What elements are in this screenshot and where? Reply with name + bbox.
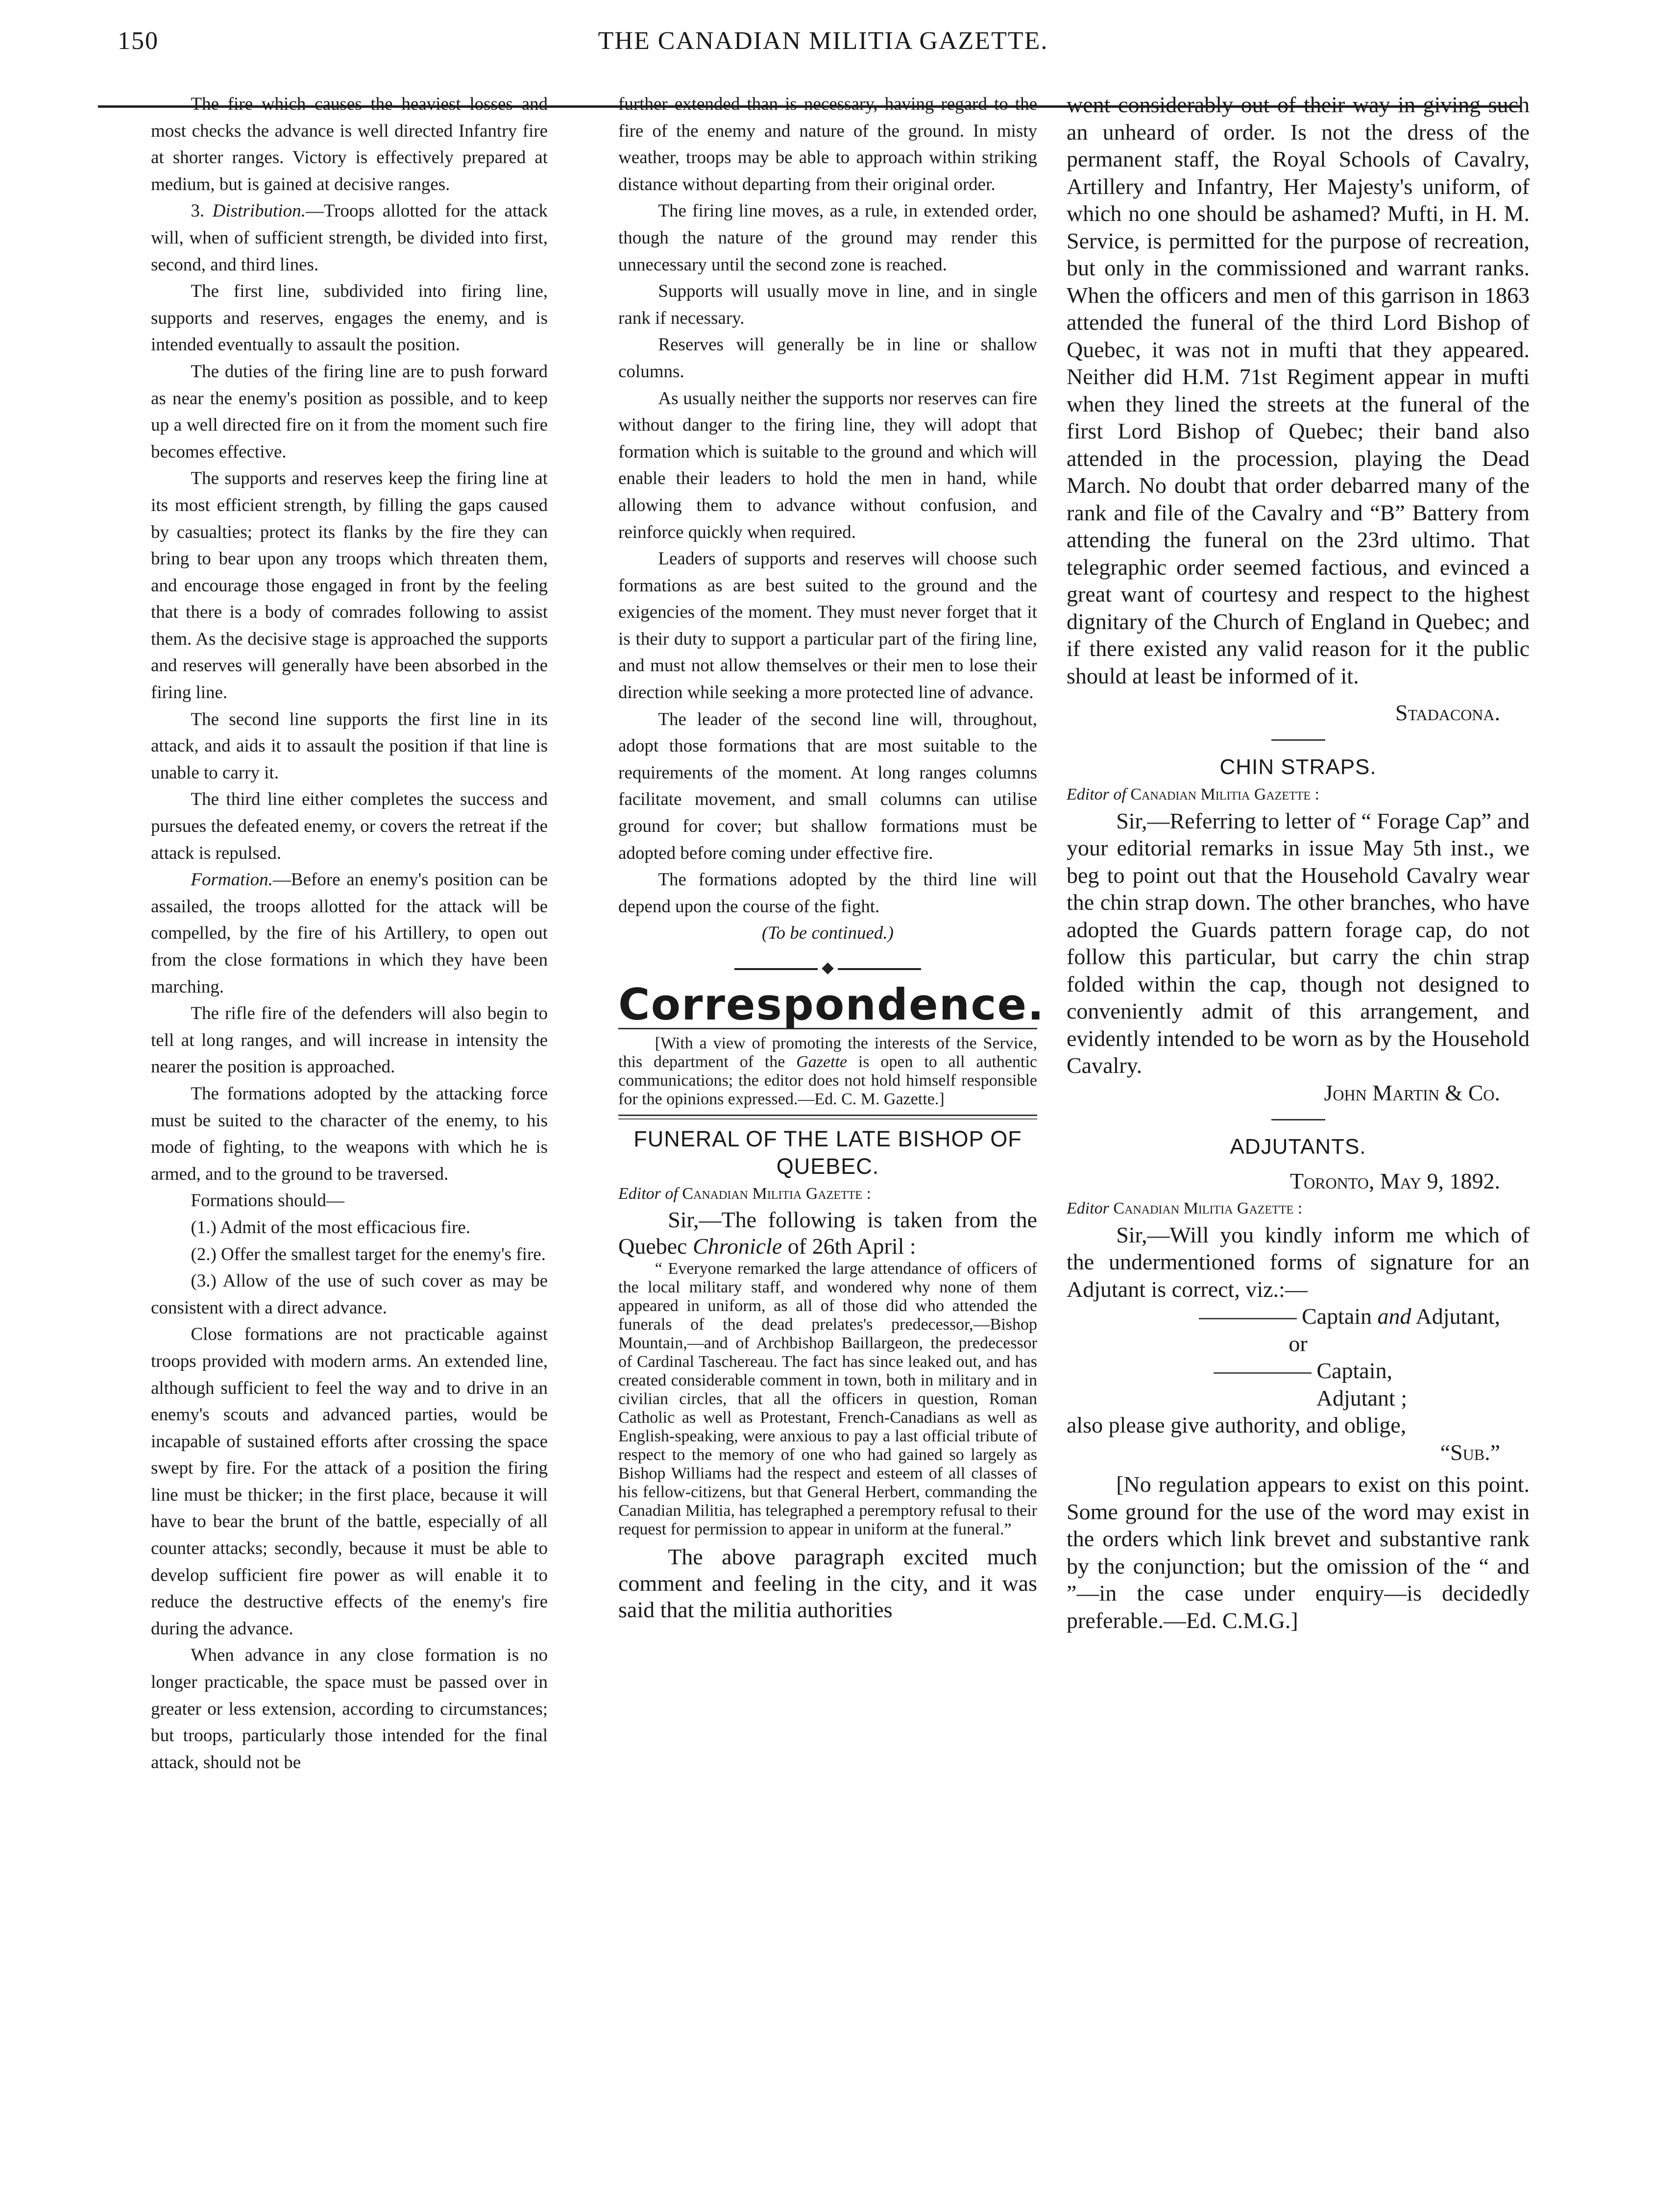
paragraph: Supports will usually move in line, and in single rank if necessary. [618, 281, 1037, 328]
list-item: (3.) Allow of the use of such cover as may be consistent with a direct advance. [151, 1271, 548, 1318]
paragraph: The leader of the second line will, throughout, adopt those formations that are most suitable to the requirements of the moment. At long ranges columns facilitate movement, and small columns can utilise ground for cover; but shallow formations must be adopted before coming under effective fire. [618, 709, 1037, 863]
gazette-name: Canadian Militia Gazette : [682, 1185, 871, 1203]
paragraph: The firing line moves, as a rule, in extended order, though the nature of the ground may render this unnecessary until the second zone is reached. [618, 201, 1037, 275]
article-title: ADJUTANTS. [1230, 1135, 1366, 1159]
list-item: (1.) Admit of the most efficacious fire. [191, 1217, 470, 1238]
paragraph: When advance in any close formation is no longer practicable, the space must be passed over in greater or less extension, according to circumstances; but troops, particularly those intended for the final attack, should not be [151, 1645, 548, 1773]
signature: “Sub.” [1440, 1439, 1500, 1465]
publication-title: THE CANADIAN MILITIA GAZETTE. [598, 27, 1048, 55]
column-middle [618, 91, 1045, 1623]
letter-intro [618, 1207, 1037, 1260]
paragraph-formation: Formation.—Before an enemy's position can be assailed, the troops allotted for the attack will be compelled, by the fire of his Artillery, to open out from the close formations in which they have been marching. [151, 870, 548, 997]
article-title: CHIN STRAPS. [1219, 754, 1377, 779]
editor-line [1067, 784, 1530, 805]
blank-line [1214, 1372, 1312, 1374]
ornament-divider: ◆ [618, 954, 1037, 981]
form-text: Captain [1301, 1304, 1378, 1329]
disclaimer-text-end: is open to all authentic communications; the editor does not hold himself responsible for the opinions expressed.—Ed. C. M. Gazette.] [618, 1053, 1038, 1109]
editor-of: Editor of [618, 1185, 678, 1203]
paragraph: The fire which causes the heaviest losses and most checks the advance is well directed Infantry fire at shorter ranges. Victory is effectively prepared at medium, but is gained at decisive ranges. [151, 94, 548, 194]
paragraph: The above paragraph excited much comment and feeling in the city, and it was said that the militia authorities [618, 1544, 1037, 1623]
page-number: 150 [118, 27, 159, 55]
section-heading: Correspondence. [618, 979, 1045, 1030]
editor: Editor [1067, 1199, 1109, 1217]
form-text: Captain, [1316, 1358, 1392, 1383]
chronicle-name: Chronicle [692, 1234, 782, 1259]
signature: John Martin & Co. [1324, 1080, 1500, 1105]
column-left [151, 91, 548, 1776]
signature-form-1 [1067, 1303, 1500, 1330]
paragraph: The formations adopted by the attacking force must be suited to the character of the enemy, to his mode of fighting, to the weapons with which he is armed, and to the ground to be traversed. [151, 1083, 548, 1184]
section-number: 3. [191, 201, 205, 221]
run-in-heading: Formation. [191, 870, 273, 890]
paragraph: also please give authority, and oblige, [1067, 1412, 1407, 1437]
paragraph: The supports and reserves keep the firing line at its most efficient strength, by filling the gaps caused by casualties; protect its flanks by the fire they can bring to bear upon any troops which threaten them, and encourage those engaged in front by the feeling that there is a body of comrades following to assist them. As the decisive stage is approached the supports and reserves will generally have been absorbed in the firing line. [151, 468, 548, 703]
editor-line [618, 1183, 1037, 1205]
paragraph: Close formations are not practicable against troops provided with modern arms. An extended line, although sufficient to feel the way and to drive in an enemy's scouts and advanced parties, would be incapable of sustained efforts after crossing the space swept by fire. For the attack of a position the firing line must be thicker; in the first place, because it will have to bear the brunt of the battle, especially of all counter attacks; secondly, because it must be able to develop sufficient fire power as will enable it to reduce the destructive effects of the enemy's fire during the advance. [151, 1324, 548, 1639]
intro-text-end: of 26th April : [782, 1234, 916, 1259]
gazette-name: Canadian Militia Gazette : [1130, 785, 1319, 803]
signature: Stadacona. [1395, 700, 1500, 725]
paragraph: The duties of the firing line are to push forward as near the enemy's position as possible, and to keep up a well directed fire on it from the moment such fire becomes effective. [151, 361, 548, 462]
disclaimer [618, 1034, 1037, 1109]
paragraph: The third line either completes the success and pursues the defeated enemy, or covers the retreat if the attack is repulsed. [151, 789, 548, 863]
or-label: or [1289, 1331, 1308, 1356]
article-title: FUNERAL OF THE LATE BISHOP OF QUEBEC. [633, 1126, 1022, 1179]
form-and: and [1377, 1304, 1411, 1329]
paragraph-distribution: 3. Distribution.—Troops allotted for the attack will, when of sufficient strength, be divided into first, second, and third lines. [151, 201, 548, 275]
paragraph: went considerably out of their way in giving such an unheard of order. Is not the dress of the permanent staff, the Royal Schools of Cavalry, Artillery and Infantry, Her Majesty's uniform, of which no one should be ashamed? Mufti, in H. M. Service, is permitted for the purpose of recreation, but only in the commissioned and warrant ranks. When the officers and men of this garrison in 1863 attended the funeral of the third Lord Bishop of Quebec, it was not in mufti that they appeared. Neither did H.M. 71st Regiment appear in mufti when they lined the streets at the funeral of the first Lord Bishop of Quebec; their band also attended in the procession, playing the Dead March. No doubt that order debarred many of the rank and file of the Cavalry and “B” Battery from attending the funeral on the 23rd ultimo. That telegraphic order seemed factious, and evinced a great want of courtesy and respect to the highest dignitary of the Church of England in Quebec; and if there existed any valid reason for it the public should at least be informed of it. [1067, 92, 1530, 688]
signature-form-2 [1067, 1357, 1392, 1385]
list-item: (2.) Offer the smallest target for the enemy's fire. [191, 1244, 546, 1264]
paragraph: Sir,—Referring to letter of “ Forage Cap” and your editorial remarks in issue May 5th inst., we beg to point out that the Household Cavalry wear the chin strap down. The other branches, who have adopted the Guards pattern forage cap, do not follow this particular, but carry the chin strap folded within the cap, though not designed to conveniently admit of this arrangement, and evidently intended to be worn as by the Household Cavalry. [1067, 808, 1530, 1078]
paragraph: As usually neither the supports nor reserves can fire without danger to the firing line, they will adopt that formation which is suitable to the ground and which will enable their leaders to hold the men in hand, while allowing them to advance without confusion, and reinforce quickly when required. [618, 388, 1037, 542]
paragraph: Formations should— [191, 1191, 344, 1211]
divider [1271, 739, 1325, 741]
continued-note: (To be continued.) [762, 923, 894, 944]
dateline: Toronto, May 9, 1892. [1289, 1168, 1500, 1193]
quoted-passage: “ Everyone remarked the large attendance of officers of the local military staff, and wondered why none of them appeared in uniform, as all of those did who attended the funerals of the dead prelates's predecessor,—Bishop Mountain,—and of Archbishop Baillargeon, the predecessor of Cardinal Taschereau. The fact has since leaked out, and has created considerable comment in town, both in military and in civilian circles, that all the officers in question, Roman Catholic as well as Protestant, French-Canadians as well as English-speaking, were anxious to pay a last official tribute of respect to the memory of one who had gained so largely as Bishop Williams had the respect and esteem of all classes of his fellow-citizens, but that General Herbert, commanding the Canadian Militia, has telegraphed a peremptory refusal to their request for permission to appear in uniform at the funeral.” [618, 1260, 1037, 1539]
editorial-note: [No regulation appears to exist on this point. Some ground for the use of the word may exist in the orders which link brevet and substantive rank by the conjunction; but the omission of the “ and ”—in the case under enquiry—is decidedly preferable.—Ed. C.M.G.] [1067, 1472, 1530, 1633]
paragraph: Reserves will generally be in line or shallow columns. [618, 335, 1037, 382]
paragraph: The rifle fire of the defenders will also begin to tell at long ranges, and will increase in intensity the nearer the position is approached. [151, 1003, 548, 1077]
divider [1271, 1119, 1325, 1120]
paragraph: The first line, subdivided into firing line, supports and reserves, engages the enemy, and is intended eventually to assault the position. [151, 281, 548, 355]
signature-form-2-line-2: Adjutant ; [1316, 1385, 1407, 1410]
paragraph: further extended than is necessary, having regard to the fire of the enemy and nature of the ground. In misty weather, troops may be able to approach within striking distance without departing from their original order. [618, 94, 1037, 194]
paragraph: Sir,—Will you kindly inform me which of the undermentioned forms of signature for an Adjutant is correct, viz.:— [1067, 1222, 1530, 1302]
disclaimer-gazette: Gazette [796, 1053, 848, 1071]
column-right [1067, 91, 1530, 1634]
editor-of: Editor of [1067, 785, 1126, 803]
paragraph-text: Troops allotted for the attack will, when of sufficient strength, be divided into first, second, and third lines. [151, 201, 548, 275]
gazette-name: Canadian Militia Gazette : [1113, 1199, 1303, 1217]
form-text-end: Adjutant, [1411, 1304, 1500, 1329]
paragraph-text: Before an enemy's position can be assailed, the troops allotted for the attack will be compelled, by the fire of his Artillery, to open out from the close formations in which they have been marching. [151, 870, 548, 997]
paragraph: The second line supports the first line in its attack, and aids it to assault the position if that line is unable to carry it. [151, 709, 548, 783]
blank-line [1199, 1318, 1297, 1319]
masthead [98, 20, 1519, 59]
disclaimer-text: [With a view of promoting the interests of the Service, this department of the [618, 1034, 1037, 1071]
paragraph: Leaders of supports and reserves will choose such formations as are best suited to the ground and the exigencies of the moment. They must never forget that it is their duty to support a particular part of the firing line, and must not allow themselves or their men to lose their direction while seeking a more protected line of advance. [618, 549, 1037, 703]
double-divider [618, 1115, 1037, 1119]
paragraph: The formations adopted by the third line will depend upon the course of the fight. [618, 870, 1037, 917]
run-in-heading: Distribution. [212, 201, 306, 221]
editor-line [1067, 1198, 1530, 1219]
intro-text: Sir,—The following is taken from the Quebec [618, 1207, 1037, 1259]
